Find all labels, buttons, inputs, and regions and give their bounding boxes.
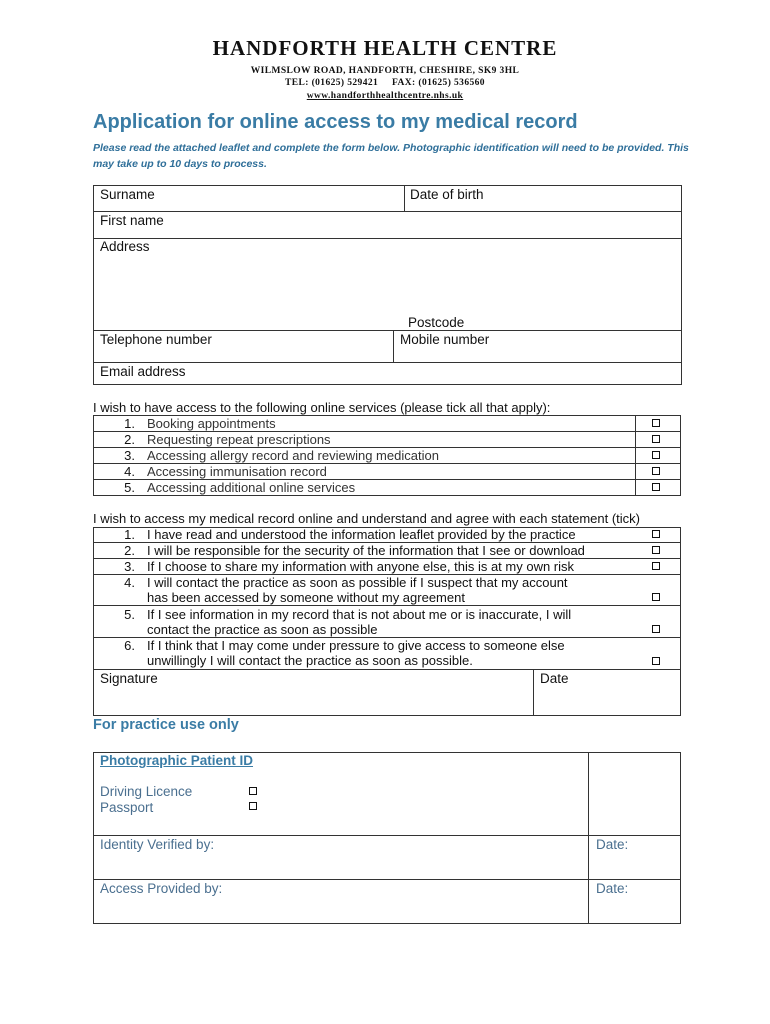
service-label: Accessing additional online services [147,480,356,495]
address-line: WILMSLOW ROAD, HANDFORTH, CHESHIRE, SK9 3HL [250,66,520,76]
statement-text: I will be responsible for the security of the information that I see or download [147,543,585,558]
address-field[interactable]: Address [100,239,150,254]
statement-checkbox[interactable] [652,593,660,601]
driving-licence-checkbox[interactable] [249,787,257,795]
organisation-name: HANDFORTH HEALTH CENTRE [212,36,558,60]
statement-checkbox[interactable] [652,625,660,633]
driving-licence-label: Driving Licence [100,784,193,799]
signature-date-field[interactable]: Date [540,671,569,686]
passport-label: Passport [100,800,154,815]
date-of-birth-field[interactable]: Date of birth [410,187,484,202]
access-provided-date-field[interactable]: Date: [596,881,629,896]
service-label: Requesting repeat prescriptions [147,432,331,447]
statement-text: I have read and understood the information leaflet provided by the practice [147,527,576,542]
service-label: Accessing allergy record and reviewing medication [147,448,439,463]
statement-text-continued: unwillingly I will contact the practice as soon as possible. [147,653,473,668]
statement-checkbox[interactable] [652,657,660,665]
signature-field[interactable]: Signature [100,671,158,686]
service-label: Booking appointments [147,416,276,431]
personal-details-table [93,185,682,385]
identity-verified-date-field[interactable]: Date: [596,837,629,852]
passport-checkbox[interactable] [249,802,257,810]
service-checkbox[interactable] [652,419,660,427]
form-title: Application for online access to my medical record [93,111,578,133]
surname-field[interactable]: Surname [100,187,155,202]
email-field[interactable]: Email address [100,364,186,379]
first-name-field[interactable]: First name [100,213,164,228]
website-link[interactable]: www.handforthhealthcentre.nhs.uk [306,91,464,101]
statement-text: If I see information in my record that is not about me or is inaccurate, I will [147,607,572,622]
photo-id-title: Photographic Patient ID [100,753,254,768]
statement-text: If I think that I may come under pressure to give access to someone else [147,638,565,653]
statement-checkbox[interactable] [652,562,660,570]
service-checkbox[interactable] [652,467,660,475]
contact-line: TEL: (01625) 529421 FAX: (01625) 536560 [285,78,485,88]
service-label: Accessing immunisation record [147,464,327,479]
statement-checkbox[interactable] [652,546,660,554]
instructions: Please read the attached leaflet and complete the form below. Photographic identification will need to be provided. This may take up to 10 days to process. [93,142,689,170]
mobile-field[interactable]: Mobile number [400,332,490,347]
identity-verified-field[interactable]: Identity Verified by: [100,837,215,852]
statements-intro: I wish to access my medical record online and understand and agree with each statement (tick) [93,511,640,526]
postcode-field[interactable]: Postcode [408,315,465,330]
service-checkbox[interactable] [652,451,660,459]
telephone-field[interactable]: Telephone number [100,332,212,347]
statement-text: I will contact the practice as soon as possible if I suspect that my account [147,575,568,590]
statement-checkbox[interactable] [652,530,660,538]
statement-text-continued: contact the practice as soon as possible [147,622,378,637]
service-checkbox[interactable] [652,483,660,491]
services-intro: I wish to have access to the following online services (please tick all that apply): [93,400,551,415]
practice-use-heading: For practice use only [93,717,239,733]
statement-text: If I choose to share my information with anyone else, this is at my own risk [147,559,575,574]
statement-text-continued: has been accessed by someone without my agreement [147,590,465,605]
access-provided-field[interactable]: Access Provided by: [100,881,223,896]
service-checkbox[interactable] [652,435,660,443]
